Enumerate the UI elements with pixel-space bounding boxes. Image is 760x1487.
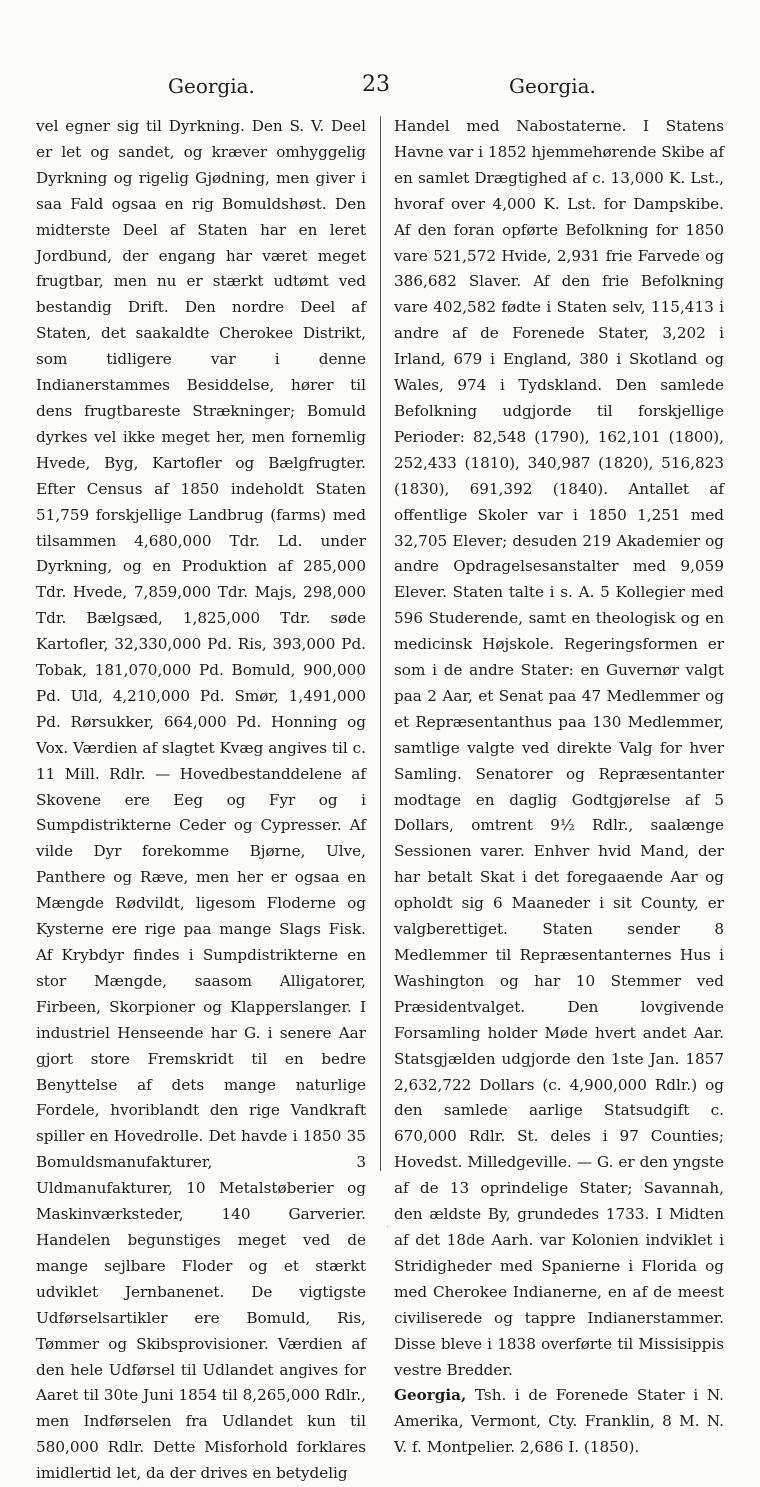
- entry-headword: Georgia,: [394, 1386, 467, 1405]
- column-divider: [380, 116, 381, 1171]
- left-column-text: vel egner sig til Dyrkning. Den S. V. Deel er let og sandet, og kræver omhyggelig Dyrkning og rigelig Gjødning, men giver i saa Fald ogsaa en rig Bomuldshøst. Den midterste Deel af Staten har en leret Jordbund, der engang har været meget frugtbar, men nu er stærkt udtømt ved bestandig Drift. Den nordre Deel af Staten, det saakaldte Cherokee Distrikt, som tidligere var i denne Indianerstammes Besiddelse, hører til dens frugtbareste Strækninger; Bomuld dyrkes vel ikke meget her, men fornemlig Hvede, Byg, Kartofler og Bælgfrugter. Efter Census af 1850 indeholdt Staten 51,759 forskjellige Landbrug (farms) med tilsammen 4,680,000 Tdr. Ld. under Dyrkning, og en Produktion af 285,000 Tdr. Hvede, 7,859,000 Tdr. Majs, 298,000 Tdr. Bælgsæd, 1,825,000 Tdr. søde Kartofler, 32,330,000 Pd. Ris, 393,000 Pd. Tobak, 181,070,000 Pd. Bomuld, 900,000 Pd. Uld, 4,210,000 Pd. Smør, 1,491,000 Pd. Rørsukker, 664,000 Pd. Honning og Vox. Værdien af slagtet Kvæg angives til c. 11 Mill. Rdlr. — Hovedbestanddelene af Skovene ere Eeg og Fyr og i Sumpdistrikterne Ceder og Cypresser. Af vilde Dyr forekomme Bjørne, Ulve, Panthere og Ræve, men her er ogsaa en Mængde Rødvildt, ligesom Floderne og Kysterne ere rige paa mange Slags Fisk. Af Krybdyr findes i Sumpdistrikterne en stor Mængde, saasom Alligatorer, Firbeen, Skorpioner og Klapperslanger. I industriel Henseende har G. i senere Aar gjort store Fremskridt til en bedre Benyttelse af dets mange naturlige Fordele, hvoriblandt den rige Vandkraft spiller en Hovedrolle. Det havde i 1850 35 Bomuldsmanufakturer, 3 Uldmanufakturer, 10 Metalstøberier og Maskinværksteder, 140 Garverier. Handelen begunstiges meget ved de mange sejlbare Floder og et stærkt udviklet Jernbanenet. De vigtigste Udførselsartikler ere Bomuld, Ris, Tømmer og Skibsprovisioner. Værdien af den hele Udførsel til Udlandet angives for Aaret til 30te Juni 1854 til 8,265,000 Rdlr., men Indførselen fra Udlandet kun til 580,000 Rdlr. Dette Misforhold forklares imidlertid let, da der drives en betydelig: [36, 117, 366, 1483]
- right-column-text: Handel med Nabostaterne. I Statens Havne var i 1852 hjemmehørende Skibe af en samlet Drægtighed af c. 13,000 K. Lst., hvoraf over 4,000 K. Lst. for Dampskibe. Af den foran opførte Befolkning for 1850 vare 521,572 Hvide, 2,931 frie Farvede og 386,682 Slaver. Af den frie Befolkning vare 402,582 fødte i Staten selv, 115,413 i andre af de Forenede Stater, 3,202 i Irland, 679 i England, 380 i Skotland og Wales, 974 i Tydskland. Den samlede Befolkning udgjorde til forskjellige Perioder: 82,548 (1790), 162,101 (1800), 252,433 (1810), 340,987 (1820), 516,823 (1830), 691,392 (1840). Antallet af offentlige Skoler var i 1850 1,251 med 32,705 Elever; desuden 219 Akademier og andre Opdragelsesanstalter med 9,059 Elever. Staten talte i s. A. 5 Kollegier med 596 Studerende, samt en theologisk og en medicinsk Højskole. Regeringsformen er som i de andre Stater: en Guvernør valgt paa 2 Aar, et Senat paa 47 Medlemmer og et Repræsentanthus paa 130 Medlemmer, samtlige valgte ved direkte Valg for hver Samling. Senatorer og Repræsentanter modtage en daglig Godtgjørelse af 5 Dollars, omtrent 9½ Rdlr., saalænge Sessionen varer. Enhver hvid Mand, der har betalt Skat i det foregaaende Aar og opholdt sig 6 Maaneder i sit County, er valgberettiget. Staten sender 8 Medlemmer til Repræsentanternes Hus i Washington og har 10 Stemmer ved Præsidentvalget. Den lovgivende Forsamling holder Møde hvert andet Aar. Statsgjælden udgjorde den 1ste Jan. 1857 2,632,722 Dollars (c. 4,900,000 Rdlr.) og den samlede aarlige Statsudgift c. 670,000 Rdlr. St. deles i 97 Counties; Hovedst. Milledgeville. — G. er den yngste af de 13 oprindelige Stater; Savannah, den ældste By, grundedes 1733. I Midten af det 18de Aarh. var Kolonien indviklet i Stridigheder med Spanierne i Florida og med Cherokee Indianerne, en af de meest civiliserede og tappre Indianerstammer. Disse bleve i 1838 overførte til Missisippis vestre Bredder.: [394, 117, 724, 1379]
- right-column: [394, 114, 724, 1461]
- left-column: [36, 114, 366, 1487]
- entry-text: Tsh. i de Forenede Stater i N. Amerika, Vermont, Cty. Franklin, 8 M. N. V. f. Montpelier. 2,686 I. (1850).: [394, 1386, 724, 1457]
- page-number: 23: [362, 72, 390, 97]
- entry-georgia-vermont: [394, 1383, 724, 1461]
- running-head-left: Georgia.: [168, 74, 255, 98]
- running-head-right: Georgia.: [509, 74, 596, 98]
- page-header: [0, 68, 760, 104]
- scan-mark: ·: [386, 1222, 390, 1233]
